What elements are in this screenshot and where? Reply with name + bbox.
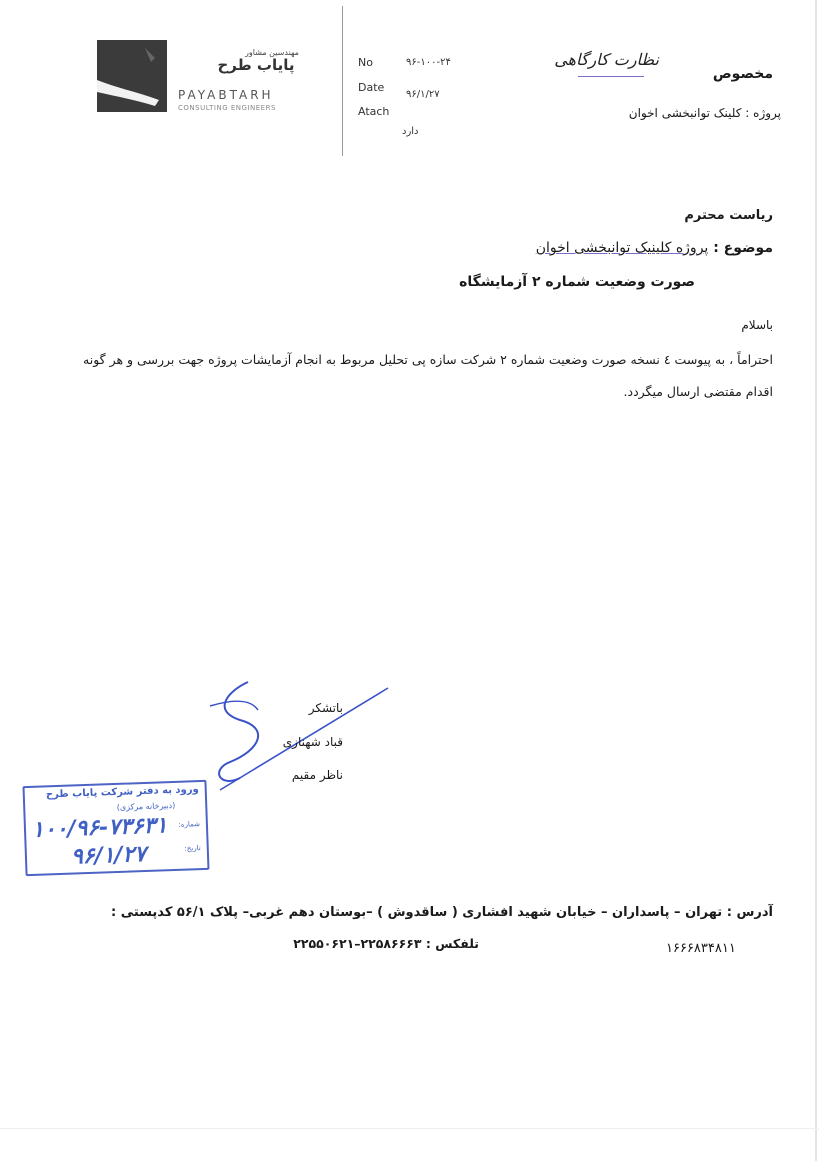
letter-body: احتراماً ، به پیوست ٤ نسخه صورت وضعیت شماره ۲ شرکت سازه پی تحلیل مربوط به انجام آزمایشات پروژه جهت بررسی و هر گونه اقدام مقتضی ارسال میگردد.: [83, 352, 773, 399]
footer-postal-code: ۱۶۶۶۸۳۴۸۱۱: [666, 941, 736, 956]
subject-line: [536, 240, 773, 256]
receipt-stamp: [22, 780, 209, 876]
logo-tagline: CONSULTING ENGINEERS: [178, 104, 276, 112]
signature-name: قباد شهنازی: [282, 735, 343, 749]
header-underline: [578, 76, 644, 77]
no-value: ۹۶-۱۰۰-۲۴: [406, 57, 451, 68]
footer-address: آدرس : تهران – پاسداران – خیابان شهید افشاری ( ساقدوش ) –بوستان دهم غربی– پلاک ۵۶/۱ کدپستی :: [111, 905, 773, 920]
date-label: Date: [358, 81, 385, 94]
no-label: No: [358, 56, 373, 69]
logo-mark: [97, 40, 167, 112]
logo-top-line: مهندسین مشاور: [245, 48, 299, 57]
subject-value: پروژه کلینیک توانبخشی اخوان: [535, 240, 709, 256]
stamp-number: ۱۰۰/۹۶-۷۳۶۳۱: [31, 813, 168, 843]
scan-edge-right: [815, 0, 817, 1161]
subject-label: موضوع :: [713, 240, 773, 256]
stamp-line2: (دبیرخانه مرکزی): [116, 800, 176, 812]
header-title: مخصوص: [712, 66, 773, 82]
salutation: ریاست محترم: [684, 208, 773, 223]
greeting: باسلام: [741, 318, 773, 332]
date-value: ۹۶/۱/۲۷: [406, 89, 440, 100]
logo-name-en: PAYABTARH: [178, 88, 274, 102]
stamp-date-label: تاریخ:: [184, 844, 201, 853]
stamp-date: ۹۶/۱/۲۷: [70, 841, 147, 870]
logo-name-fa: پایاب طرح: [217, 56, 295, 74]
stamp-line1: ورود به دفتر شرکت پایاب طرح: [45, 784, 199, 801]
scan-edge-bottom: [0, 1128, 819, 1129]
header-divider: [342, 6, 343, 156]
footer-telfax: تلفکس : ۲۲۵۸۶۶۶۳–۲۲۵۵۰۶۲۱: [293, 936, 479, 951]
attach-value: دارد: [402, 126, 419, 137]
header-handwritten: نظارت کارگاهی: [554, 50, 659, 69]
stamp-number-label: شماره:: [178, 820, 201, 829]
letter-heading: صورت وضعیت شماره ۲ آزمایشگاه: [459, 274, 695, 290]
signature-title: ناظر مقیم: [291, 768, 343, 782]
header-project: پروژه : کلینک توانبخشی اخوان: [628, 106, 781, 120]
attach-label: Atach: [358, 105, 390, 118]
signature-closing: باتشکر: [308, 701, 343, 715]
